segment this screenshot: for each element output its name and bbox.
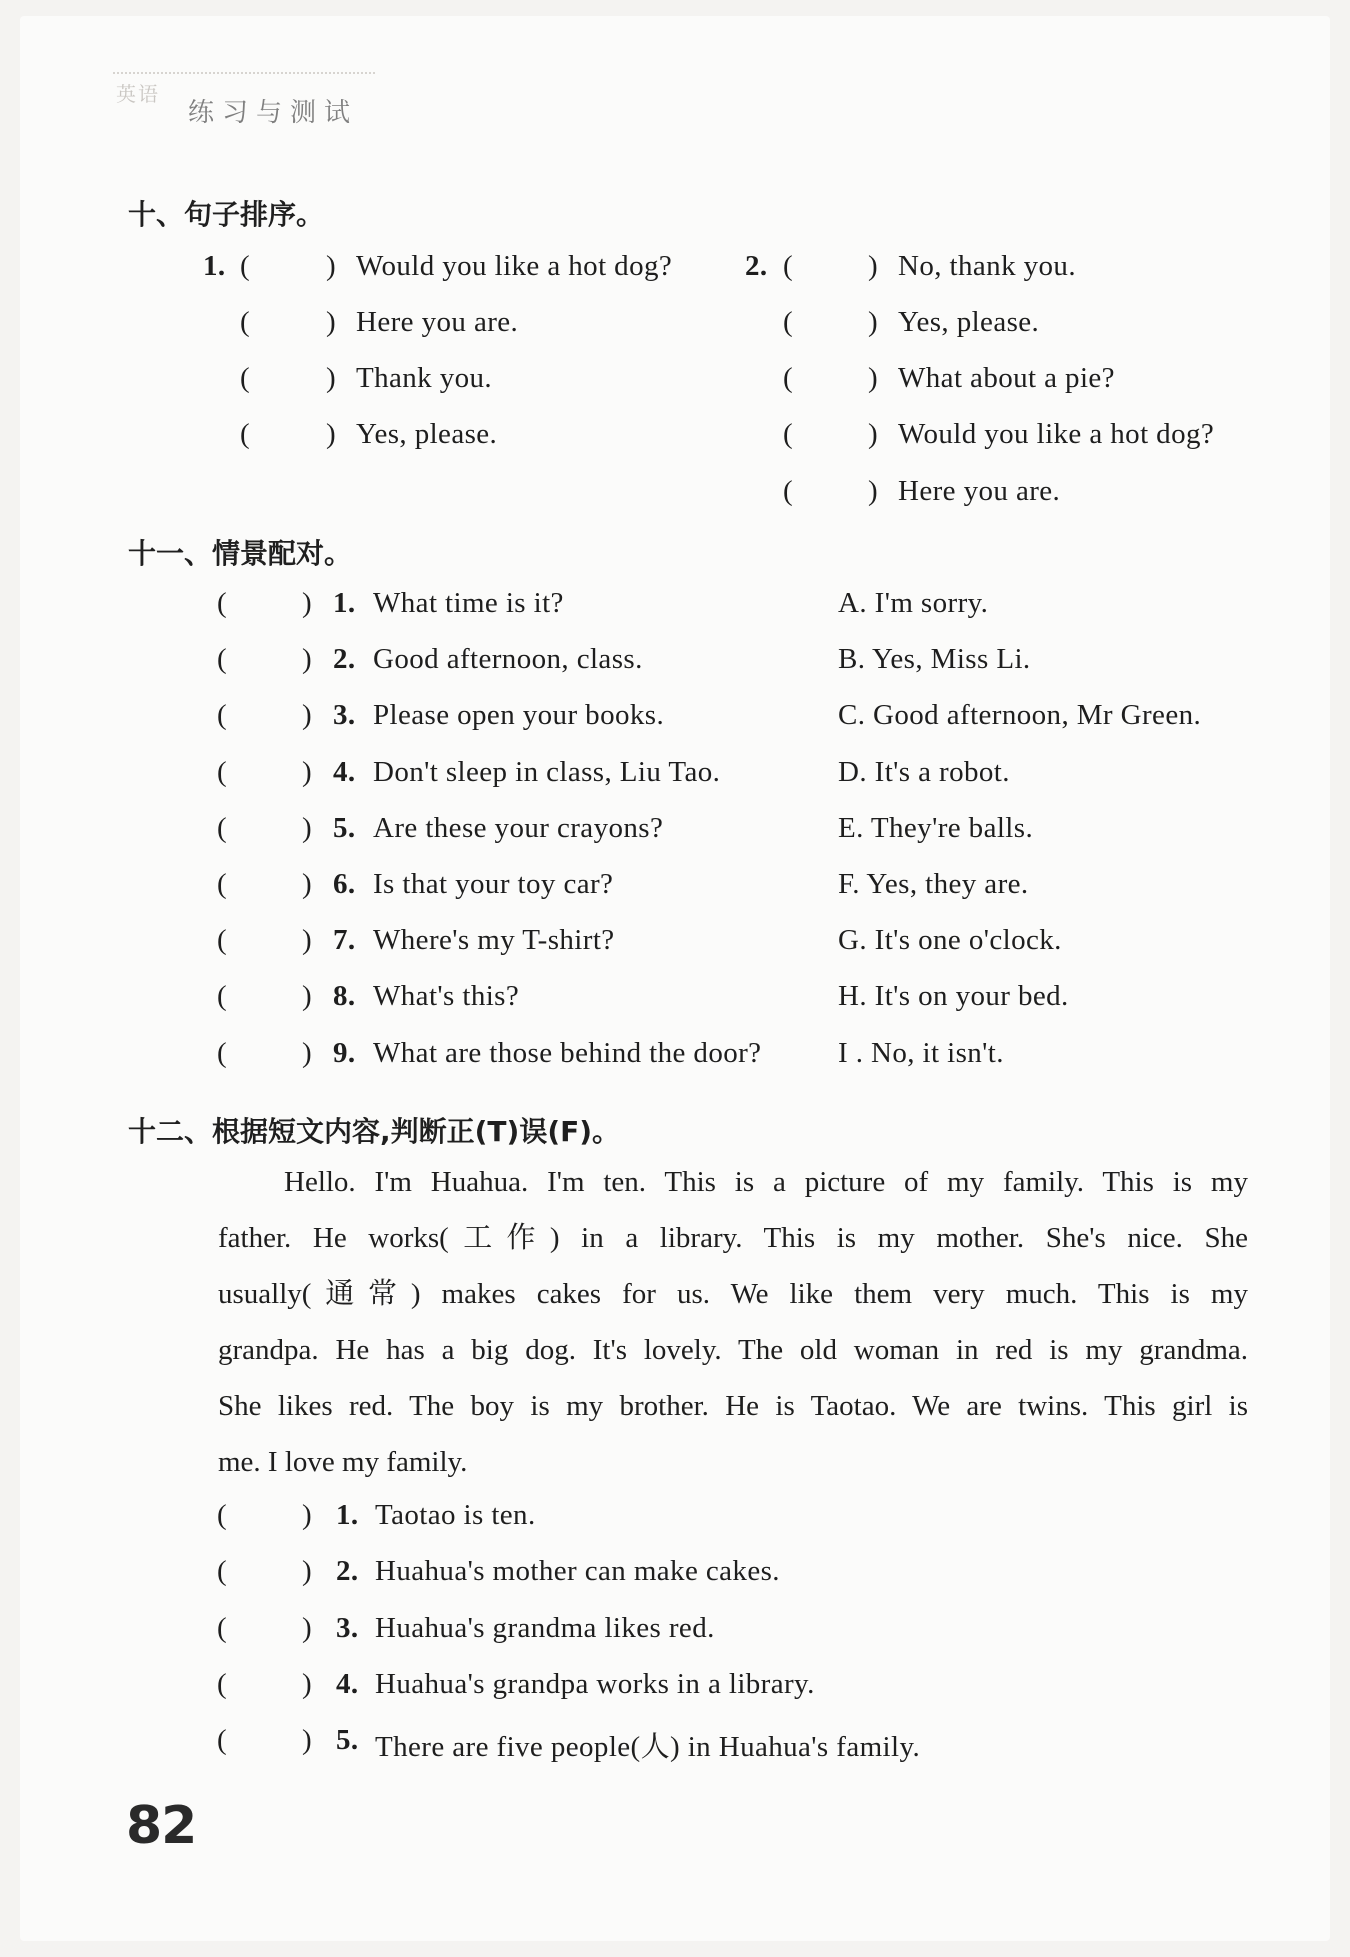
answer-blank-close: ): [302, 811, 313, 844]
answer-blank-open: (: [217, 755, 228, 788]
book-title: 练习与测试: [188, 98, 359, 128]
passage-line: usually(通常) makes cakes for us. We like them very much. This is my: [218, 1278, 1248, 1310]
passage-line: Hello. I'm Huahua. I'm ten. This is a picture of my family. This is my: [284, 1166, 1248, 1198]
item-text: Huahua's mother can make cakes.: [375, 1555, 780, 1588]
answer-option: E. They're balls.: [838, 811, 1034, 844]
answer-blank-open: (: [783, 250, 794, 282]
section-12-title: 十二、根据短文内容,判断正(T)误(F)。: [128, 1115, 621, 1148]
answer-blank-close: ): [302, 1555, 313, 1588]
answer-option: B. Yes, Miss Li.: [838, 643, 1031, 676]
answer-blank-open: (: [217, 643, 228, 676]
answer-blank-open: (: [783, 475, 794, 507]
item-text: What are those behind the door?: [373, 1036, 762, 1069]
passage-line: She likes red. The boy is my brother. He is Taotao. We are twins. This girl is: [218, 1390, 1248, 1422]
answer-blank-close: ): [868, 475, 879, 507]
item-number: 8.: [333, 980, 356, 1013]
group-2-number: 2.: [745, 250, 768, 282]
answer-blank-open: (: [217, 699, 228, 732]
item-number: 3.: [333, 699, 356, 732]
item-text: Thank you.: [356, 362, 493, 394]
answer-blank-open: (: [240, 418, 251, 450]
answer-blank-open: (: [217, 868, 228, 900]
group-1-number: 1.: [203, 250, 226, 282]
item-number: 1.: [333, 587, 356, 619]
answer-blank-close: ): [302, 1036, 313, 1069]
item-text: What's this?: [373, 980, 520, 1013]
answer-blank-close: ): [302, 868, 313, 900]
reading-passage: [218, 1154, 1248, 1490]
item-number: 2.: [336, 1555, 359, 1588]
answer-blank-open: (: [217, 980, 228, 1013]
item-text: Would you like a hot dog?: [356, 250, 673, 282]
answer-blank-close: ): [326, 306, 337, 338]
answer-blank-close: ): [302, 1724, 313, 1757]
answer-blank-open: (: [217, 1555, 228, 1588]
item-text: Please open your books.: [373, 699, 665, 732]
item-text: Yes, please.: [898, 306, 1040, 338]
answer-blank-close: ): [868, 418, 879, 450]
answer-option: D. It's a robot.: [838, 755, 1010, 788]
answer-blank-open: (: [240, 250, 251, 282]
item-text: What about a pie?: [898, 362, 1115, 394]
item-text: Good afternoon, class.: [373, 643, 643, 676]
answer-blank-open: (: [217, 1667, 228, 1700]
item-number: 4.: [336, 1667, 359, 1700]
item-text: Here you are.: [898, 475, 1061, 507]
answer-blank-close: ): [302, 1499, 313, 1531]
answer-blank-open: (: [217, 1499, 228, 1531]
answer-blank-close: ): [302, 755, 313, 788]
item-text: Taotao is ten.: [375, 1499, 536, 1531]
item-text: No, thank you.: [898, 250, 1076, 282]
item-number: 3.: [336, 1611, 359, 1644]
answer-option: H. It's on your bed.: [838, 980, 1069, 1013]
answer-blank-close: ): [302, 924, 313, 957]
item-number: 5.: [336, 1724, 359, 1757]
answer-blank-close: ): [868, 306, 879, 338]
item-text: There are five people(人) in Huahua's family.: [375, 1731, 921, 1764]
workbook-page: [20, 16, 1330, 1941]
item-number: 2.: [333, 643, 356, 676]
answer-blank-open: (: [217, 811, 228, 844]
answer-blank-close: ): [302, 699, 313, 732]
item-text: Don't sleep in class, Liu Tao.: [373, 755, 721, 788]
section-11-title: 十一、情景配对。: [128, 537, 353, 570]
answer-blank-open: (: [217, 924, 228, 957]
answer-blank-open: (: [783, 306, 794, 338]
answer-blank-open: (: [783, 362, 794, 394]
item-text: Huahua's grandma likes red.: [375, 1611, 715, 1644]
answer-blank-close: ): [326, 362, 337, 394]
answer-option: A. I'm sorry.: [838, 587, 989, 619]
item-text: Are these your crayons?: [373, 811, 664, 844]
answer-blank-close: ): [326, 250, 337, 282]
item-number: 5.: [333, 811, 356, 844]
answer-blank-open: (: [240, 306, 251, 338]
answer-option: G. It's one o'clock.: [838, 924, 1062, 957]
item-text: Here you are.: [356, 306, 519, 338]
answer-blank-close: ): [302, 1667, 313, 1700]
item-text: What time is it?: [373, 587, 564, 619]
answer-option: I . No, it isn't.: [838, 1036, 1004, 1069]
answer-blank-open: (: [217, 587, 228, 619]
answer-blank-close: ): [326, 418, 337, 450]
passage-line: grandpa. He has a big dog. It's lovely. The old woman in red is my grandma.: [218, 1334, 1248, 1366]
item-number: 4.: [333, 755, 356, 788]
item-text: Is that your toy car?: [373, 868, 614, 900]
subject-label: 英语: [116, 82, 160, 106]
answer-blank-open: (: [217, 1724, 228, 1757]
item-text: Yes, please.: [356, 418, 498, 450]
item-text: Would you like a hot dog?: [898, 418, 1215, 450]
answer-blank-open: (: [783, 418, 794, 450]
answer-blank-close: ): [868, 362, 879, 394]
answer-option: F. Yes, they are.: [838, 868, 1029, 900]
item-number: 6.: [333, 868, 356, 900]
item-text: Where's my T-shirt?: [373, 924, 615, 957]
answer-option: C. Good afternoon, Mr Green.: [838, 699, 1202, 732]
section-10-title: 十、句子排序。: [128, 198, 325, 231]
item-number: 9.: [333, 1036, 356, 1069]
item-number: 7.: [333, 924, 356, 957]
header-divider: [113, 72, 375, 74]
answer-blank-open: (: [217, 1036, 228, 1069]
answer-blank-open: (: [217, 1611, 228, 1644]
answer-blank-close: ): [302, 1611, 313, 1644]
answer-blank-close: ): [302, 643, 313, 676]
answer-blank-close: ): [302, 587, 313, 619]
item-text: Huahua's grandpa works in a library.: [375, 1667, 815, 1700]
item-number: 1.: [336, 1499, 359, 1531]
passage-line: me. I love my family.: [218, 1446, 468, 1478]
page-number: 82: [126, 1796, 197, 1856]
passage-line: father. He works(工作) in a library. This is my mother. She's nice. She: [218, 1222, 1248, 1254]
answer-blank-close: ): [868, 250, 879, 282]
answer-blank-close: ): [302, 980, 313, 1013]
answer-blank-open: (: [240, 362, 251, 394]
